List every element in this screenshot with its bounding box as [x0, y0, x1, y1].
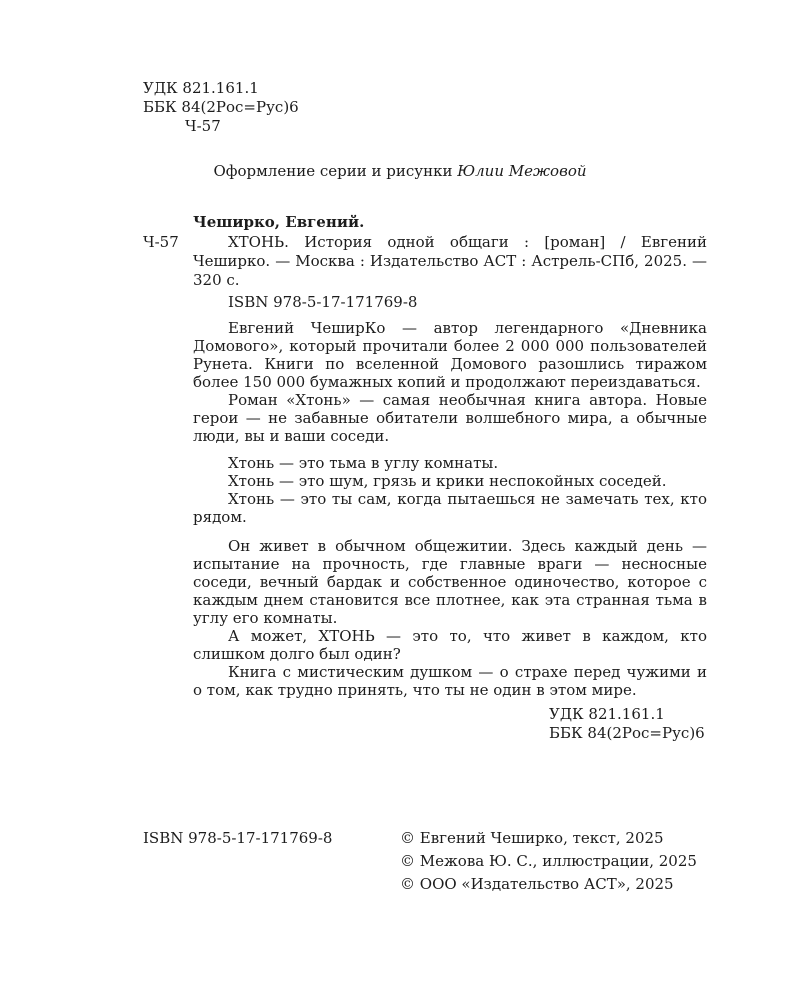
copyright-line: © Евгений Чеширко, текст, 2025 [400, 829, 664, 847]
catalog-description-text: ХТОНЬ. История одной общаги : [роман] / Евгений Чеширко. — Москва : Издательство АСТ : Астрель-СПб, 2025. — 320 с. [193, 233, 707, 289]
catalog-description [193, 233, 707, 290]
annotation-block-a [193, 319, 707, 445]
catalog-author-mark: Ч-57 [143, 233, 179, 251]
annotation-block-b [193, 454, 707, 526]
annotation-paragraph: Роман «Хтонь» — самая необычная книга автора. Новые герои — не забавные обитатели волшебного мира, а обычные люди, вы и ваши соседи. [193, 391, 707, 445]
udk-code: УДК 821.161.1 [143, 79, 259, 97]
annotation-paragraph: А может, ХТОНЬ — это то, что живет в каждом, кто слишком долго был один? [193, 627, 707, 663]
annotation-paragraph: Евгений ЧеширКо — автор легендарного «Дневника Домового», который прочитали более 2 000 000 пользователей Рунета. Книги по вселенной Домового разошлись тиражом более 150 000 бумажных копий и продолжают переиздаваться. [193, 319, 707, 391]
annotation-paragraph: Хтонь — это ты сам, когда пытаешься не замечать тех, кто рядом. [193, 490, 707, 526]
footer-bbk: ББК 84(2Рос=Рус)6 [549, 724, 705, 742]
author-mark-top: Ч-57 [185, 117, 221, 135]
catalog-isbn: ISBN 978-5-17-171769-8 [228, 293, 418, 311]
annotation-paragraph: Хтонь — это шум, грязь и крики неспокойных соседей. [228, 472, 667, 490]
annotation-paragraph: Книга с мистическим душком — о страхе перед чужими и о том, как трудно принять, что ты не один в этом мире. [193, 663, 707, 699]
footer-udk: УДК 821.161.1 [549, 705, 665, 723]
annotation-paragraph: Он живет в обычном общежитии. Здесь каждый день — испытание на прочность, где главные враги — несносные соседи, вечный бардак и собственное одиночество, которое с каждым днем становится все плотнее, как эта странная тьма в углу его комнаты. [193, 537, 707, 627]
design-credit-prefix: Оформление серии и рисунки [213, 162, 458, 180]
copyright-line: © Межова Ю. С., иллюстрации, 2025 [400, 852, 697, 870]
catalog-author: Чеширко, Евгений. [193, 213, 365, 231]
annotation-block-c [193, 537, 707, 699]
footer-isbn: ISBN 978-5-17-171769-8 [143, 829, 333, 847]
annotation-paragraph: Хтонь — это тьма в углу комнаты. [228, 454, 499, 472]
design-credit-name: Юлии Межовой [457, 162, 587, 180]
design-credit [0, 162, 800, 181]
bbk-code: ББК 84(2Рос=Рус)6 [143, 98, 299, 116]
copyright-line: © ООО «Издательство АСТ», 2025 [400, 875, 674, 893]
